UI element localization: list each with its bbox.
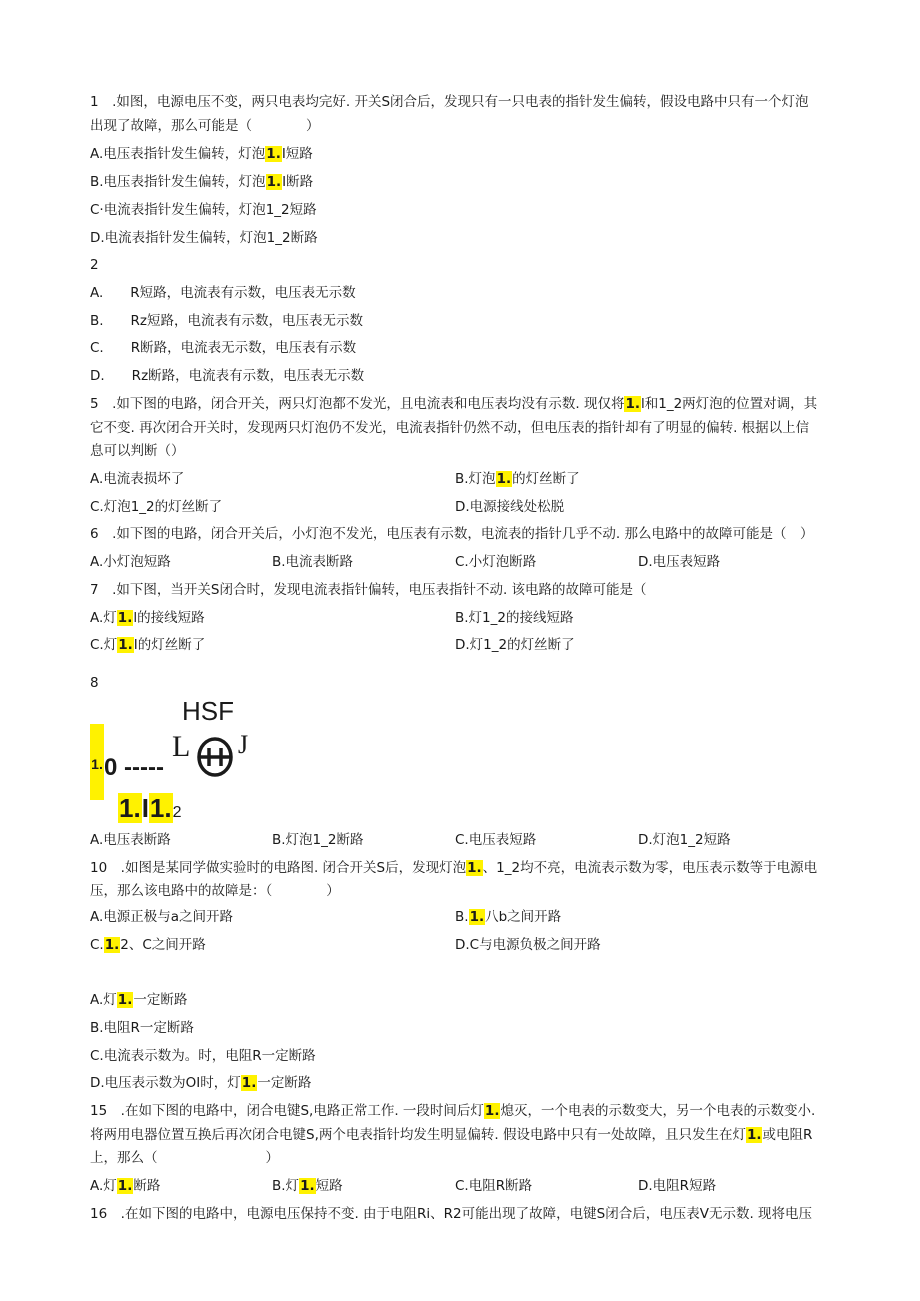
- q10-stem1-highlight: 1.: [467, 860, 482, 876]
- q11-d-pre: D.电压表示数为OI时，灯: [90, 1075, 241, 1091]
- q10-stem-line2: 压，那么该电路中的故障是：（ ）: [90, 883, 340, 899]
- q1-b-post: I断路: [282, 174, 314, 190]
- q10-stem1-pre: 10 .如图是某同学做实验时的电路图. 闭合开关S后，发现灯泡: [90, 860, 467, 876]
- q11-option-d: [90, 1073, 311, 1093]
- q5-option-a: A.电流表损坏了: [90, 471, 185, 487]
- q5-stem1-post: l和1_2两灯泡的位置对调，其: [641, 396, 818, 412]
- q11-option-b: B.电阻R一定断路: [90, 1020, 194, 1036]
- fig-one-highlight: 1.: [90, 724, 104, 800]
- q1-stem-line2: 出现了故障，那么可能是（ ）: [90, 118, 320, 134]
- q5-stem-line2: 它不变. 再次闭合开关时，发现两只灯泡仍不发光，电流表指针仍然不动，但电压表的指针却有了明显的偏转. 根据以上信: [90, 420, 810, 436]
- q5-stem1-pre: 5 .如下图的电路，闭合开关，两只灯泡都不发光，且电流表和电压表均没有示数. 现仅将: [90, 396, 625, 412]
- q5-b-highlight: 1.: [496, 471, 512, 487]
- q7-a-highlight: 1.: [117, 610, 133, 626]
- q15-option-a: [90, 1176, 160, 1196]
- q7-c-post: I的灯丝断了: [133, 637, 206, 653]
- q11-a-pre: A.灯: [90, 992, 117, 1008]
- q8-option-b: B.灯泡1_2断路: [272, 832, 364, 848]
- q8-option-a: A.电压表断路: [90, 832, 171, 848]
- q7-a-pre: A.灯: [90, 610, 117, 626]
- q11-a-highlight: 1.: [117, 992, 133, 1008]
- q15-a-pre: A.灯: [90, 1178, 117, 1194]
- q15-stem1-post: 熄灭，一个电表的示数变大，另一个电表的示数变小.: [500, 1103, 816, 1119]
- q10-c-pre: C.: [90, 937, 104, 953]
- fig-l2-suffix: 2: [172, 804, 182, 821]
- q7-c-pre: C.灯: [90, 637, 118, 653]
- q5-stem1-highlight: 1.: [625, 396, 640, 412]
- q10-b-highlight: 1.: [469, 909, 485, 925]
- q5-b-pre: B.灯泡: [455, 471, 496, 487]
- q6-stem: 6 .如下图的电路，闭合开关后，小灯泡不发光，电压表有示数，电流表的指针几乎不动. 那么电路中的故障可能是（ ）: [90, 526, 814, 542]
- q8-circuit-figure: [88, 696, 288, 826]
- q10-stem-line1: [90, 858, 817, 878]
- q11-d-highlight: 1.: [241, 1075, 257, 1091]
- q1-stem-line1: 1 .如图，电源电压不变，两只电表均完好. 开关S闭合后，发现只有一只电表的指针发生偏转，假设电路中只有一个灯泡: [90, 94, 809, 110]
- q10-b-pre: B.: [455, 909, 469, 925]
- q6-option-d: D.电压表短路: [638, 554, 721, 570]
- q1-a-post: I短路: [281, 146, 313, 162]
- fig-zero-dash: 0 -----: [104, 754, 164, 781]
- q11-option-c: C.电流表示数为。时，电阻R一定断路: [90, 1048, 316, 1064]
- q11-option-a: [90, 990, 187, 1010]
- fig-hsf-label: HSF: [182, 696, 234, 726]
- q1-option-a: [90, 144, 313, 164]
- q2-option-c: C. R断路，电流表无示数，电压表有示数: [90, 340, 357, 356]
- q15-stem2-pre: 将两用电器位置互换后再次闭合电键S,两个电表指针均发生明显偏转. 假设电路中只有一处故障，且只发生在灯: [90, 1127, 746, 1143]
- q15-a-highlight: 1.: [117, 1178, 133, 1194]
- q10-option-c: [90, 935, 206, 955]
- q8-option-d: D.灯泡1_2短路: [638, 832, 731, 848]
- fig-l2-prefix: 1.: [149, 793, 172, 823]
- q7-option-d: D.灯1_2的灯丝断了: [455, 637, 575, 653]
- q15-a-post: 断路: [133, 1178, 161, 1194]
- fig-l1-prefix: 1.: [119, 793, 141, 823]
- q15-option-b: [272, 1176, 343, 1196]
- q1-option-c: C·电流表指针发生偏转，灯泡1_2短路: [90, 202, 317, 218]
- q15-stem-line1: [90, 1101, 815, 1121]
- q2-option-d: D. Rz断路，电流表有示数，电压表无示数: [90, 368, 365, 384]
- q1-a-highlight: 1.: [266, 146, 281, 162]
- q15-b-pre: B.灯: [272, 1178, 300, 1194]
- q6-option-a: A.小灯泡短路: [90, 554, 171, 570]
- q15-stem1-pre: 15 .在如下图的电路中，闭合电键S,电路正常工作. 一段时间后灯: [90, 1103, 484, 1119]
- q10-option-b: [455, 907, 561, 927]
- q1-option-b: [90, 172, 313, 192]
- q15-b-highlight: 1.: [300, 1178, 315, 1194]
- q1-b-highlight: 1.: [266, 174, 282, 190]
- q15-stem-line2: [90, 1125, 812, 1145]
- q1-option-d: D.电流表指针发生偏转，灯泡1_2断路: [90, 230, 318, 246]
- fig-lamp-labels: [118, 792, 182, 829]
- q15-stem-line3: 上，那么（ ）: [90, 1150, 279, 1166]
- q10-b-post: 八b之间开路: [485, 909, 562, 925]
- q15-stem2-highlight: 1.: [746, 1127, 762, 1143]
- q10-option-d: D.C与电源负极之间开路: [455, 937, 601, 953]
- q15-option-c: C.电阻R断路: [455, 1178, 533, 1194]
- q11-d-post: 一定断路: [257, 1075, 312, 1091]
- fig-j-label: J: [238, 730, 249, 759]
- q15-option-d: D.电阻R短路: [638, 1178, 717, 1194]
- q7-option-c: [90, 635, 205, 655]
- q10-c-highlight: 1.: [104, 937, 120, 953]
- q5-option-b: [455, 469, 580, 489]
- q6-option-b: B.电流表断路: [272, 554, 354, 570]
- q7-a-post: l的接线短路: [133, 610, 205, 626]
- q16-stem: 16 .在如下图的电路中，电源电压保持不变. 由于电阻Ri、R2可能出现了故障，电键S闭合后，电压表V无示数. 现将电压: [90, 1206, 813, 1222]
- q8-number: 8: [90, 675, 99, 691]
- q1-b-pre: B.电压表指针发生偏转，灯泡: [90, 174, 266, 190]
- q2-option-a: A. R短路，电流表有示数，电压表无示数: [90, 285, 356, 301]
- q1-a-pre: A.电压表指针发生偏转，灯泡: [90, 146, 266, 162]
- q2-number: 2: [90, 257, 99, 273]
- q7-stem: 7 .如下图，当开关S闭合时，发现电流表指针偏转，电压表指针不动. 该电路的故障可能是（: [90, 582, 647, 598]
- meter-symbol-icon: [196, 736, 234, 778]
- q5-option-d: D.电源接线处松脱: [455, 499, 565, 515]
- q5-stem-line1: [90, 394, 817, 414]
- q10-option-a: A.电源正极与a之间开路: [90, 909, 234, 925]
- q15-b-post: 短路: [315, 1178, 343, 1194]
- q5-b-post: 的灯丝断了: [512, 471, 580, 487]
- q7-option-b: B.灯1_2的接线短路: [455, 610, 574, 626]
- fig-l1-suffix: I: [141, 793, 149, 823]
- q8-option-c: C.电压表短路: [455, 832, 537, 848]
- q5-stem-line3: 息可以判断（）: [90, 443, 185, 459]
- q15-stem2-post: 或电阻R: [762, 1127, 813, 1143]
- q11-a-post: 一定断路: [133, 992, 188, 1008]
- q15-stem1-highlight: 1.: [484, 1103, 500, 1119]
- q2-option-b: B. Rz短路，电流表有示数，电压表无示数: [90, 313, 364, 329]
- q7-c-highlight: 1.: [118, 637, 133, 653]
- q10-stem1-post: 、1_2均不亮，电流表示数为零，电压表示数等于电源电: [482, 860, 818, 876]
- q10-c-post: 2、C之间开路: [120, 937, 206, 953]
- q7-option-a: [90, 608, 205, 628]
- q5-option-c: C.灯泡1_2的灯丝断了: [90, 499, 223, 515]
- q6-option-c: C.小灯泡断路: [455, 554, 537, 570]
- fig-l-label: L: [172, 730, 191, 763]
